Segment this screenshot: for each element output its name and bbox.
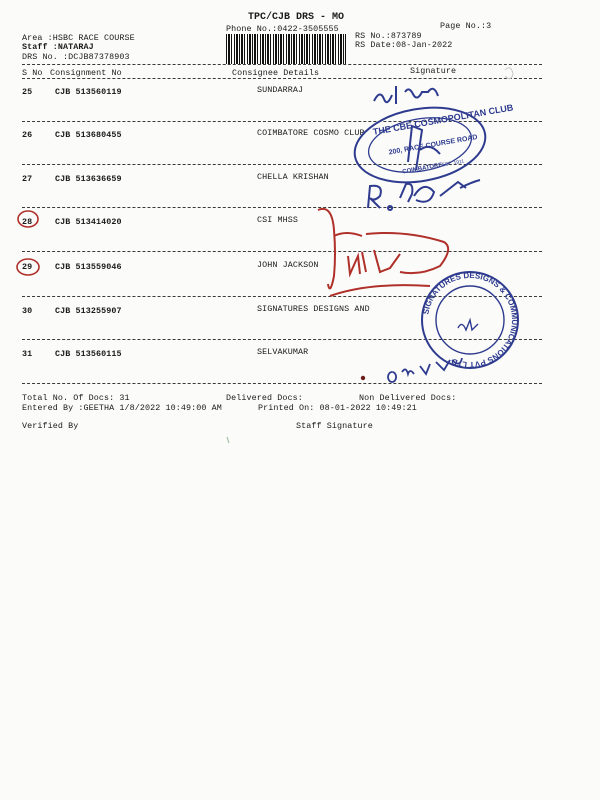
divider — [22, 64, 542, 65]
area-field: Area :HSBC RACE COURSE — [22, 33, 135, 43]
faint-tick — [227, 437, 229, 443]
company-stamp — [421, 271, 519, 369]
club-stamp — [349, 92, 524, 192]
row-consignee: JOHN JACKSON — [257, 260, 319, 270]
stamp-signature — [458, 320, 478, 330]
row-divider — [22, 296, 542, 297]
row-consignment: CJB 513560115 — [55, 349, 122, 359]
row-consignee: COIMBATORE COSMO CLUB — [257, 128, 365, 138]
row-sno: 29 — [22, 262, 33, 272]
row-divider — [22, 251, 542, 252]
verified-by-label: Verified By — [22, 421, 79, 431]
row-divider — [22, 164, 542, 165]
phone-number: Phone No.:0422-3505555 — [226, 24, 339, 34]
col-header-sno: S No — [22, 68, 43, 78]
club-stamp-address: 200, RACE COURSE ROAD — [388, 133, 479, 157]
club-stamp-est: EST. 1911 — [441, 158, 465, 169]
col-header-consignee: Consignee Details — [232, 68, 320, 78]
row-sno: 25 — [22, 87, 33, 97]
faint-mark — [505, 68, 513, 79]
page-number: Page No.:3 — [440, 21, 492, 31]
col-header-signature: Signature — [410, 66, 457, 76]
row-consignee: CSI MHSS — [257, 215, 299, 225]
divider — [22, 78, 542, 79]
row-divider — [22, 383, 542, 384]
signature-row-31 — [388, 358, 462, 382]
row-divider — [22, 121, 542, 122]
club-stamp-city: COIMBATORE — [401, 162, 443, 176]
row-divider — [22, 339, 542, 340]
row-consignee: CHELLA KRISHAN — [257, 172, 329, 182]
non-delivered-docs: Non Delivered Docs: — [359, 393, 457, 403]
row-consignment: CJB 513255907 — [55, 306, 122, 316]
row-consignment: CJB 513560119 — [55, 87, 122, 97]
row-divider — [22, 207, 542, 208]
club-stamp-name: THE CBE COSMOPOLITAN CLUB — [372, 102, 515, 137]
drs-number: DRS No. :DCJB87378903 — [22, 52, 130, 62]
row-consignment: CJB 513559046 — [55, 262, 122, 272]
row-consignment: CJB 513636659 — [55, 174, 122, 184]
rs-date: RS Date:08-Jan-2022 — [355, 40, 453, 50]
signature-row-25 — [374, 86, 438, 104]
row-consignment: CJB 513414020 — [55, 217, 122, 227]
rs-number: RS No.:873789 — [355, 31, 422, 41]
staff-signature-label: Staff Signature — [296, 421, 373, 431]
row-sno: 30 — [22, 306, 33, 316]
ink-dot — [361, 376, 365, 380]
printed-on: Printed On: 08-01-2022 10:49:21 — [258, 403, 417, 413]
delivered-docs: Delivered Docs: — [226, 393, 303, 403]
barcode — [226, 34, 346, 64]
staff-field: Staff :NATARAJ — [22, 42, 94, 52]
row-sno: 28 — [22, 217, 33, 227]
row-sno: 31 — [22, 349, 33, 359]
entered-by: Entered By :GEETHA 1/8/2022 10:49:00 AM — [22, 403, 222, 413]
row-consignment: CJB 513680455 — [55, 130, 122, 140]
signature-row-27 — [368, 180, 480, 210]
row-consignee: SELVAKUMAR — [257, 347, 309, 357]
row-sno: 27 — [22, 174, 33, 184]
svg-text:SIGNATURES DESIGNS & COMMUNICA — [421, 271, 519, 369]
row-consignee: SIGNATURES DESIGNS AND — [257, 304, 370, 314]
total-docs: Total No. Of Docs: 31 — [22, 393, 130, 403]
signature-row-28-29 — [318, 209, 448, 296]
company-stamp-text: SIGNATURES DESIGNS & COMMUNICATIONS PVT LTD — [421, 270, 520, 370]
row-sno: 26 — [22, 130, 33, 140]
document-title: TPC/CJB DRS - MO — [248, 12, 345, 23]
row-consignee: SUNDARRAJ — [257, 85, 304, 95]
col-header-consignment: Consignment No — [50, 68, 122, 78]
